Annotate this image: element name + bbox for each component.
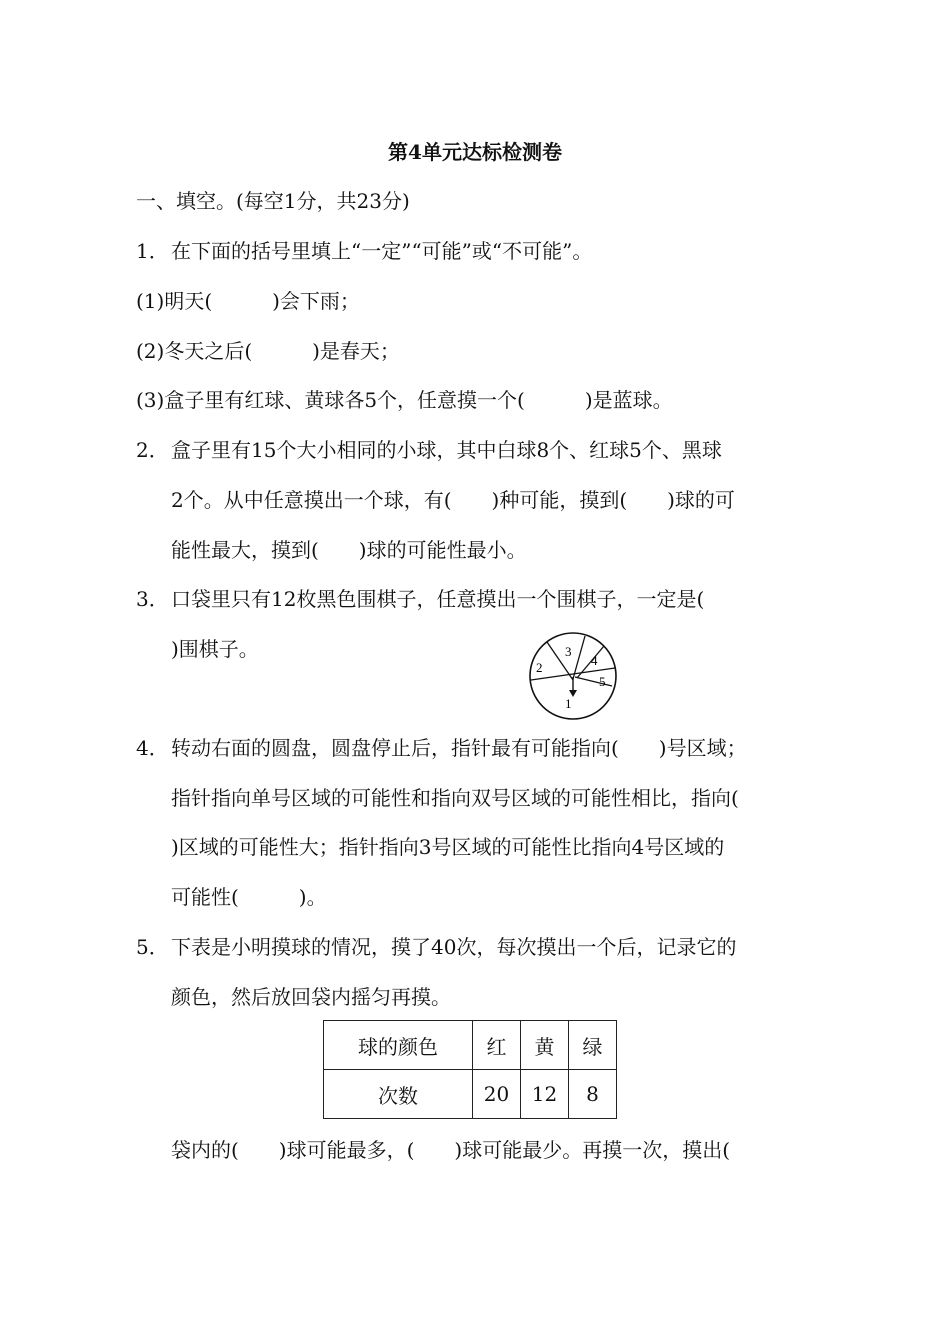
page-title: 第4单元达标检测卷 (388, 140, 562, 164)
question-1-item-1: (1)明天( )会下雨； (136, 289, 360, 313)
question-2-line-2: 2个。从中任意摸出一个球，有( )种可能，摸到( )球的可 (171, 488, 735, 512)
question-5-line-2: 颜色，然后放回袋内摇匀再摸。 (171, 985, 451, 1009)
table-cell: 次数 (324, 1070, 473, 1119)
table-cell: 20 (473, 1070, 521, 1119)
sector-label-1: 1 (565, 696, 572, 711)
section-heading: 一、填空。(每空1分，共23分) (136, 189, 410, 213)
question-1-item-3: (3)盒子里有红球、黄球各5个，任意摸一个( )是蓝球。 (136, 388, 673, 412)
question-4-line-2: 指针指向单号区域的可能性和指向双号区域的可能性相比，指向( (171, 786, 739, 810)
question-4-line-3: )区域的可能性大；指针指向3号区域的可能性比指向4号区域的 (171, 835, 725, 859)
sector-label-5: 5 (599, 674, 606, 689)
question-number-3: 3． (136, 587, 169, 611)
sector-label-4: 4 (591, 653, 598, 668)
question-2-line-3: 能性最大，摸到( )球的可能性最小。 (171, 538, 527, 562)
table-header-row (324, 1021, 617, 1070)
question-number-1: 1． (136, 239, 169, 263)
question-4-line-1: 转动右面的圆盘，圆盘停止后，指针最有可能指向( )号区域； (171, 736, 747, 760)
question-1-stem: 在下面的括号里填上“一定”“可能”或“不可能”。 (171, 239, 593, 263)
spinner-disc-figure (525, 628, 621, 724)
sector-label-3: 3 (565, 644, 572, 659)
question-4-line-4: 可能性( )。 (171, 885, 327, 909)
question-2-line-1: 盒子里有15个大小相同的小球，其中白球8个、红球5个、黑球 (171, 438, 722, 462)
table-cell: 8 (569, 1070, 617, 1119)
question-5-line-1: 下表是小明摸球的情况，摸了40次，每次摸出一个后，记录它的 (171, 935, 737, 959)
table-row (324, 1070, 617, 1119)
question-number-5: 5． (136, 935, 169, 959)
table-cell: 黄 (521, 1021, 569, 1070)
disc-divider-lower (575, 677, 612, 686)
sector-label-2: 2 (536, 660, 543, 675)
question-1-item-2: (2)冬天之后( )是春天； (136, 339, 400, 363)
question-number-2: 2． (136, 438, 169, 462)
question-5-line-3: 袋内的( )球可能最多，( )球可能最少。再摸一次，摸出( (171, 1138, 731, 1162)
question-number-4: 4． (136, 736, 169, 760)
ball-count-table (323, 1020, 617, 1119)
table-cell: 球的颜色 (324, 1021, 473, 1070)
table-cell: 12 (521, 1070, 569, 1119)
table-cell: 绿 (569, 1021, 617, 1070)
question-3-line-1: 口袋里只有12枚黑色围棋子，任意摸出一个围棋子，一定是( (171, 587, 705, 611)
question-3-line-2: )围棋子。 (171, 637, 259, 661)
table-cell: 红 (473, 1021, 521, 1070)
